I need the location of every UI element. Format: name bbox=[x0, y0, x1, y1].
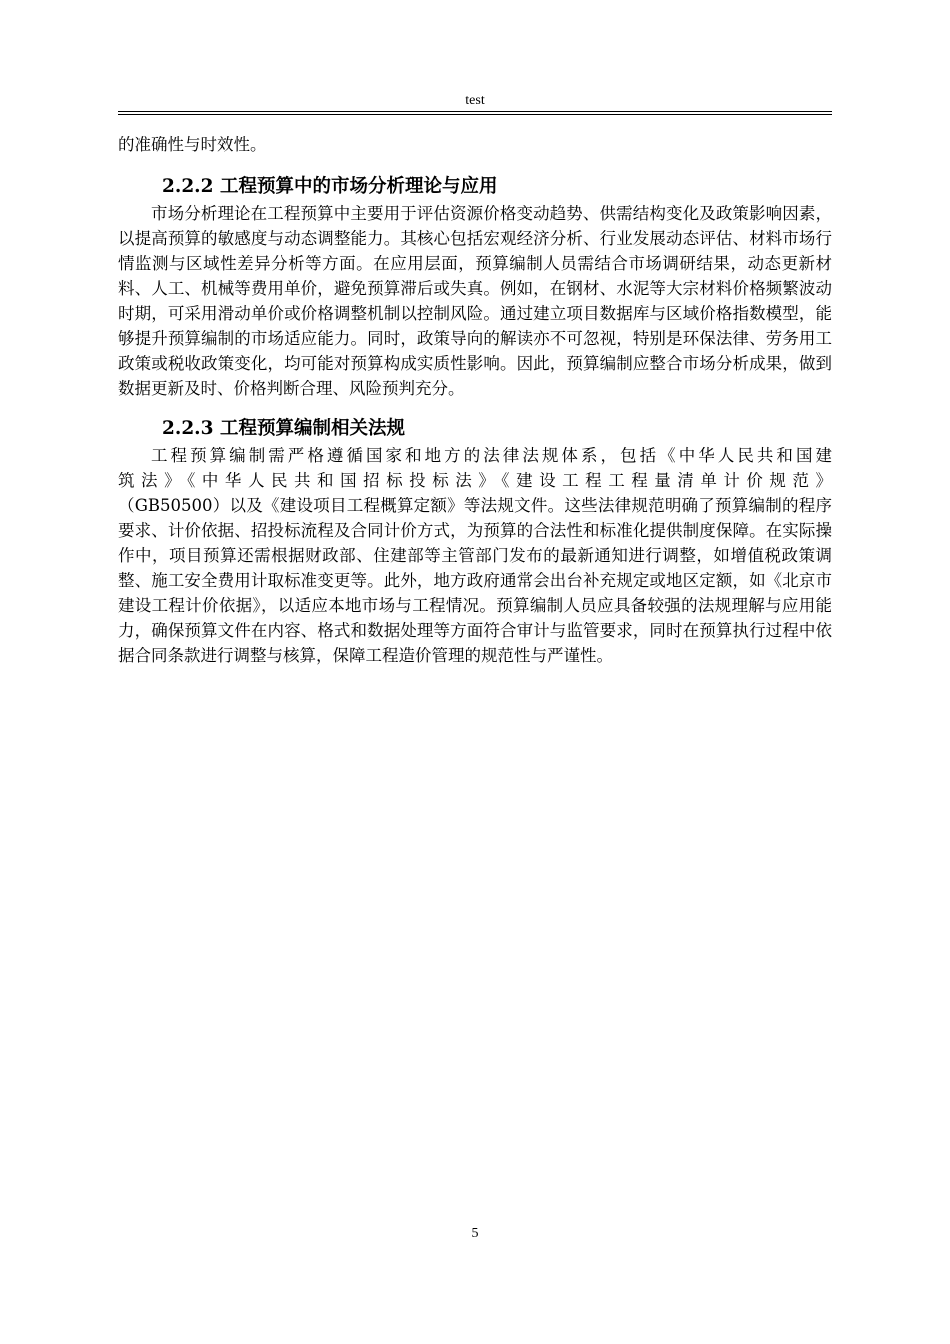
section-2-2-2-paragraph: 市场分析理论在工程预算中主要用于评估资源价格变动趋势、供需结构变化及政策影响因素，以提高预算的敏感度与动态调整能力。其核心包括宏观经济分析、行业发展动态评估、材料市场行情监测与区域性差异分析等方面。在应用层面，预算编制人员需结合市场调研结果，动态更新材料、人工、机械等费用单价，避免预算滞后或失真。例如，在钢材、水泥等大宗材料价格频繁波动时期，可采用滑动单价或价格调整机制以控制风险。通过建立项目数据库与区域价格指数模型，能够提升预算编制的市场适应能力。同时，政策导向的解读亦不可忽视，特别是环保法律、劳务用工政策或税收政策变化，均可能对预算构成实质性影响。因此，预算编制应整合市场分析成果，做到数据更新及时、价格判断合理、风险预判充分。 bbox=[118, 204, 832, 398]
page-body bbox=[118, 132, 832, 668]
section-heading-2-2-3: 2.2.3 工程预算编制相关法规 bbox=[162, 418, 405, 439]
paragraph-line-2: 筑法》《中华人民共和国招标投标法》《建设工程工程量清单计价规范》 bbox=[118, 471, 832, 490]
section-2-2-3-paragraph bbox=[118, 443, 832, 668]
paragraph-rest: （GB50500）以及《建设项目工程概算定额》等法规文件。这些法律规范明确了预算编制的程序要求、计价依据、招投标流程及合同计价方式，为预算的合法性和标准化提供制度保障。在实际操作中，项目预算还需根据财政部、住建部等主管部门发布的最新通知进行调整，如增值税政策调整、施工安全费用计取标准变更等。此外，地方政府通常会出台补充规定或地区定额，如《北京市建设工程计价依据》，以适应本地市场与工程情况。预算编制人员应具备较强的法规理解与应用能力，确保预算文件在内容、格式和数据处理等方面符合审计与监管要求，同时在预算执行过程中依据合同条款进行调整与核算，保障工程造价管理的规范性与严谨性。 bbox=[118, 496, 832, 665]
page-number: 5 bbox=[471, 1226, 479, 1241]
section-heading-2-2-2: 2.2.2 工程预算中的市场分析理论与应用 bbox=[162, 176, 498, 197]
page-header: test bbox=[465, 93, 485, 108]
header-rule bbox=[118, 111, 832, 115]
continuation-paragraph: 的准确性与时效性。 bbox=[118, 135, 267, 154]
paragraph-line-1: 工程预算编制需严格遵循国家和地方的法律法规体系，包括《中华人民共和国建 bbox=[151, 446, 832, 465]
